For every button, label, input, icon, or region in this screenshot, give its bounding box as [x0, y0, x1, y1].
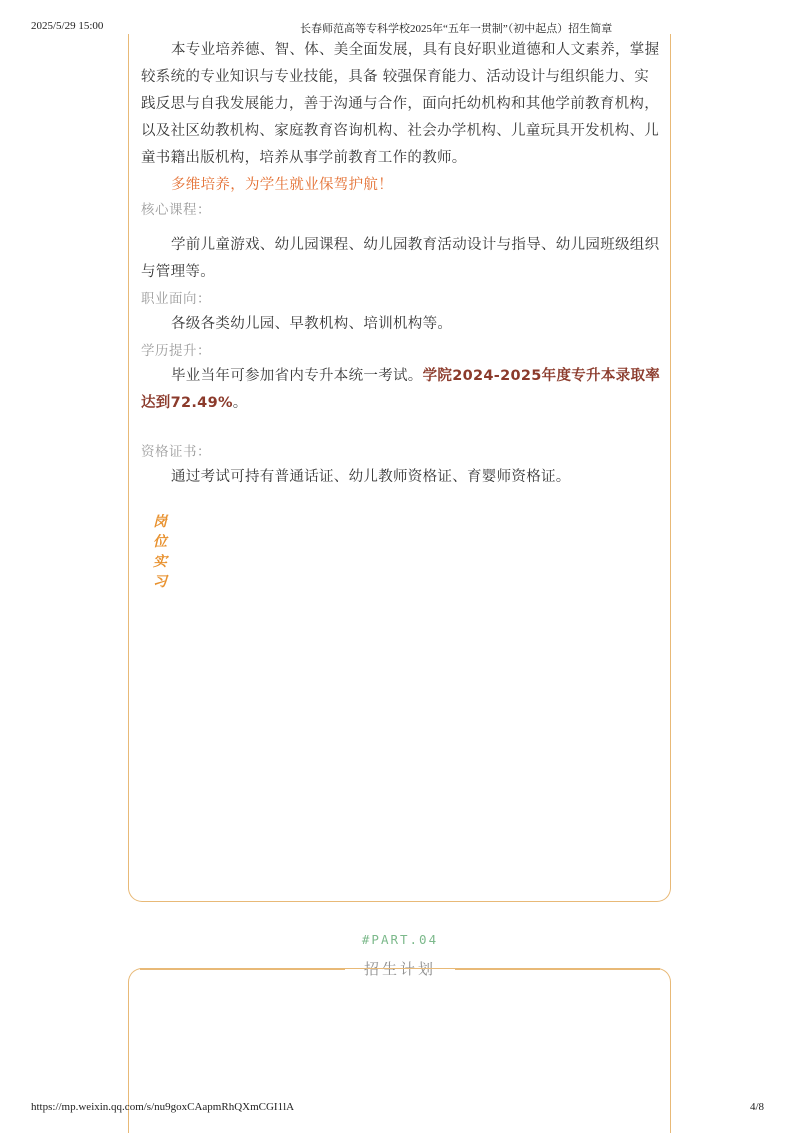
internship-char: 位	[153, 534, 167, 550]
internship-char: 习	[153, 574, 167, 590]
education-text	[141, 363, 661, 417]
certificate-label: 资格证书：	[141, 444, 211, 460]
document-title: 长春师范高等专科学校2025年“五年一贯制”（初中起点）招生简章	[300, 23, 613, 35]
certificate-text: 通过考试可持有普通话证、幼儿教师资格证、育婴师资格证。	[171, 469, 571, 485]
career-text: 各级各类幼儿园、早教机构、培训机构等。	[171, 316, 453, 332]
major-description	[141, 37, 661, 491]
page-number: 4/8	[750, 1101, 765, 1113]
page-url: https://mp.weixin.qq.com/s/nu9goxCAapmRhQXmCGI1lA	[31, 1101, 295, 1113]
internship-char: 实	[153, 554, 167, 570]
slogan: 多维培养，为学生就业保驾护航！	[171, 177, 393, 193]
admission-rate-highlight: 学院2024-2025年度专升本录取率达到72.49%	[141, 368, 661, 411]
internship-heading	[148, 512, 172, 592]
print-footer	[0, 1099, 800, 1119]
section-title: 招生计划	[363, 960, 436, 978]
career-label: 职业面向：	[141, 291, 211, 307]
intro-paragraph: 本专业培养德、智、体、美全面发展，具有良好职业道德和人文素养，掌握较系统的专业知识与专业技能，具备 较强保育能力、活动设计与组织能力、实践反思与自我发展能力，善于沟通与合作，面向托幼机构和其他学前教育机构，以及社区幼教机构、家庭教育咨询机构、社会办学机构、儿童玩具开发机构、儿童书籍出版机构，培养从事学前教育工作的教师。	[141, 42, 660, 166]
part-tag: #PART.04	[361, 932, 439, 947]
education-text-plain: 毕业当年可参加省内专升本统一考试。	[171, 368, 423, 384]
internship-char: 岗	[153, 514, 167, 530]
core-courses-label: 核心课程：	[141, 202, 211, 218]
education-label: 学历提升：	[141, 343, 211, 359]
core-courses-text: 学前儿童游戏、幼儿园课程、幼儿园教育活动设计与指导、幼儿园班级组织与管理等。	[141, 237, 660, 280]
print-datetime: 2025/5/29 15:00	[31, 20, 104, 32]
education-text-end: 。	[232, 395, 248, 411]
